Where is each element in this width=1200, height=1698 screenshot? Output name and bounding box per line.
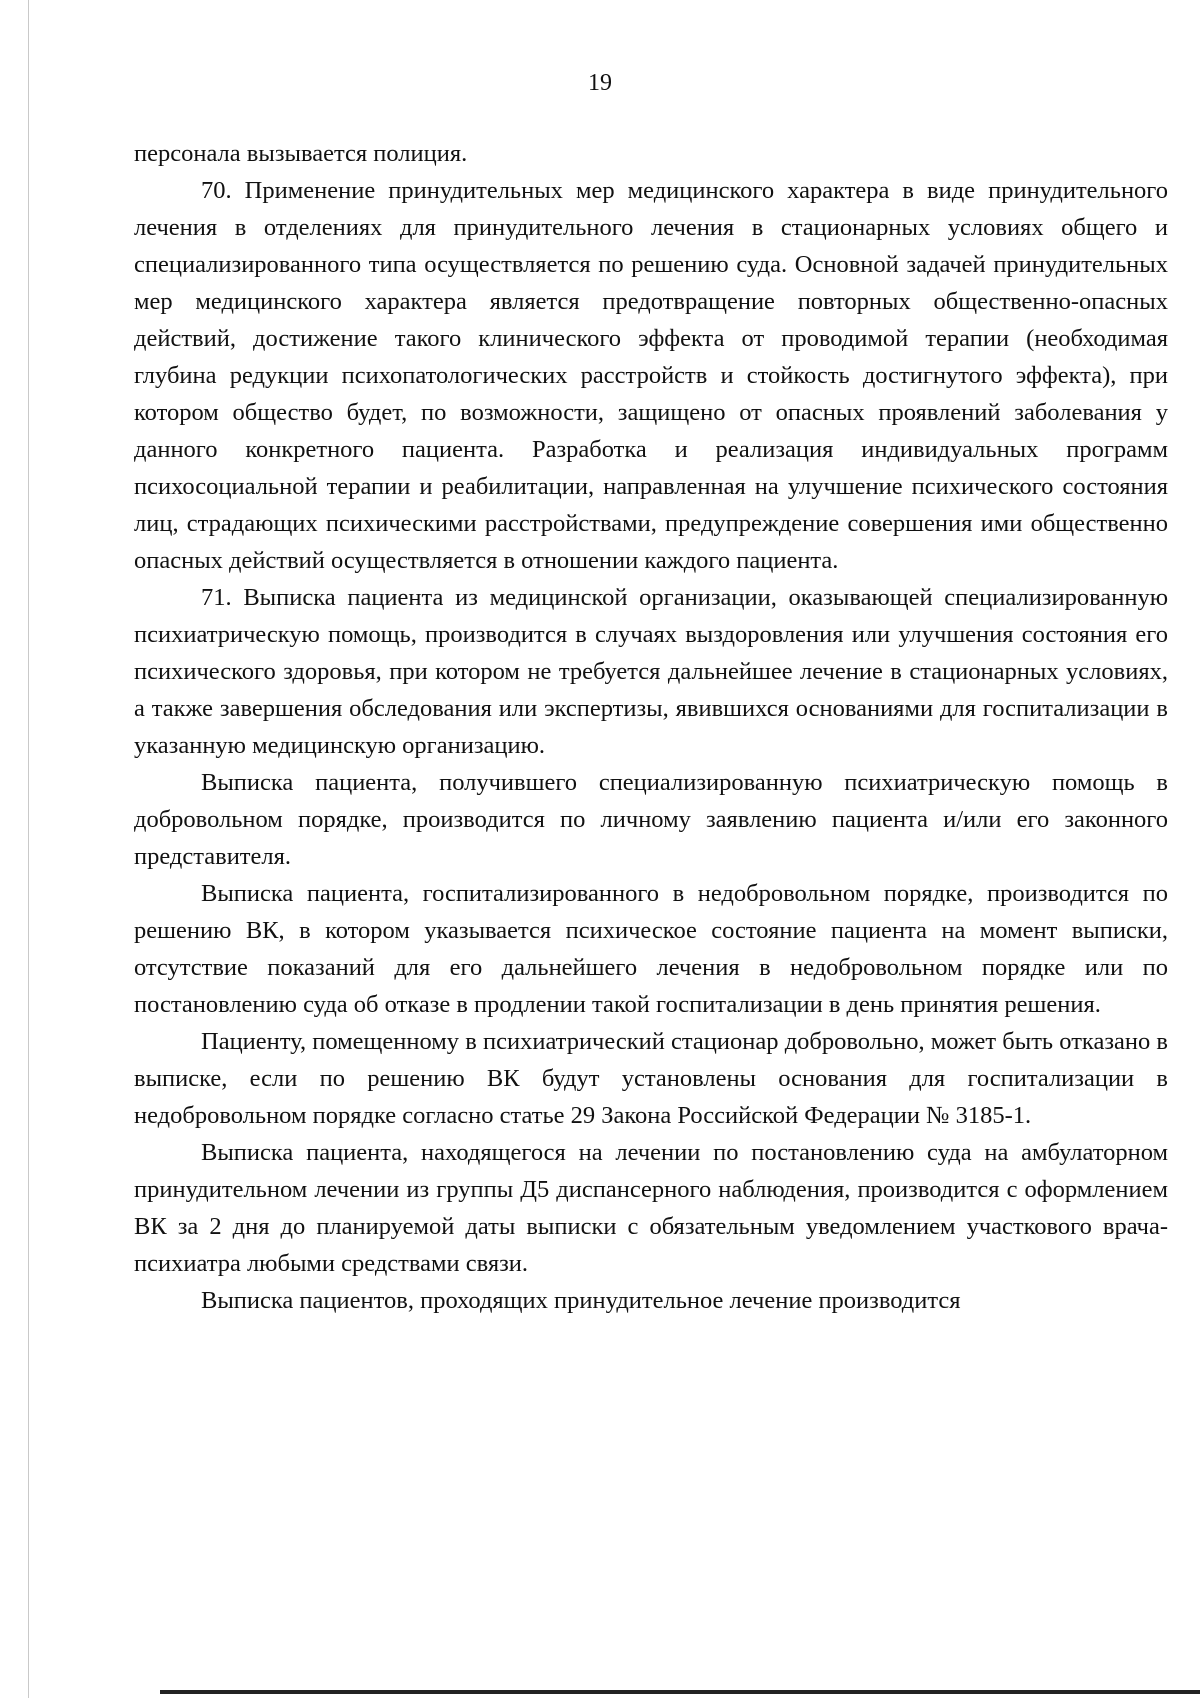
- paragraph-discharge-refusal: Пациенту, помещенному в психиатрический стационар добровольно, может быть отказано в выписке, если по решению ВК будут установлены основания для госпитализации в недобровольном порядке согласно статье 29 Закона Российской Федерации № 3185-1.: [134, 1028, 1168, 1129]
- paragraph-item-70: 70. Применение принудительных мер медицинского характера в виде принудительного лечения в отделениях для принудительного лечения в стационарных условиях общего и специализированного типа осуществляется по решению суда. Основной задачей принудительных мер медицинского характера является предотвращение повторных общественно-опасных действий, достижение такого клинического эффекта от проводимой терапии (необходимая глубина редукции психопатологических расстройств и стойкость достигнутого эффекта), при котором общество будет, по возможности, защищено от опасных проявлений заболевания у данного конкретного пациента. Разработка и реализация индивидуальных программ психосоциальной терапии и реабилитации, направленная на улучшение психического состояния лиц, страдающих психическими расстройствами, предупреждение совершения ими общественно опасных действий осуществляется в отношении каждого пациента.: [134, 177, 1168, 574]
- body-text: [134, 135, 1168, 1319]
- scan-edge: [28, 0, 29, 1698]
- paragraph-compulsory-discharge: Выписка пациентов, проходящих принудительное лечение производится: [201, 1287, 961, 1314]
- footer-rule: [160, 1690, 1200, 1694]
- paragraph-involuntary-discharge: Выписка пациента, госпитализированного в недобровольном порядке, производится по решению ВК, в котором указывается психическое состояние пациента на момент выписки, отсутствие показаний для его дальнейшего лечения в недобровольном порядке или по постановлению суда об отказе в продлении такой госпитализации в день принятия решения.: [134, 880, 1168, 1018]
- paragraph-item-71: 71. Выписка пациента из медицинской организации, оказывающей специализированную психиатрическую помощь, производится в случаях выздоровления или улучшения состояния его психического здоровья, при котором не требуется дальнейшее лечение в стационарных условиях, а также завершения обследования или экспертизы, явившихся основаниями для госпитализации в указанную медицинскую организацию.: [134, 584, 1168, 759]
- page-number: 19: [588, 70, 612, 96]
- paragraph-continuation: персонала вызывается полиция.: [134, 140, 468, 167]
- paragraph-voluntary-discharge: Выписка пациента, получившего специализированную психиатрическую помощь в добровольном порядке, производится по личному заявлению пациента и/или его законного представителя.: [134, 769, 1168, 870]
- paragraph-outpatient-discharge: Выписка пациента, находящегося на лечении по постановлению суда на амбулаторном принудительном лечении из группы Д5 диспансерного наблюдения, производится с оформлением ВК за 2 дня до планируемой даты выписки с обязательным уведомлением участкового врача-психиатра любыми средствами связи.: [134, 1139, 1168, 1277]
